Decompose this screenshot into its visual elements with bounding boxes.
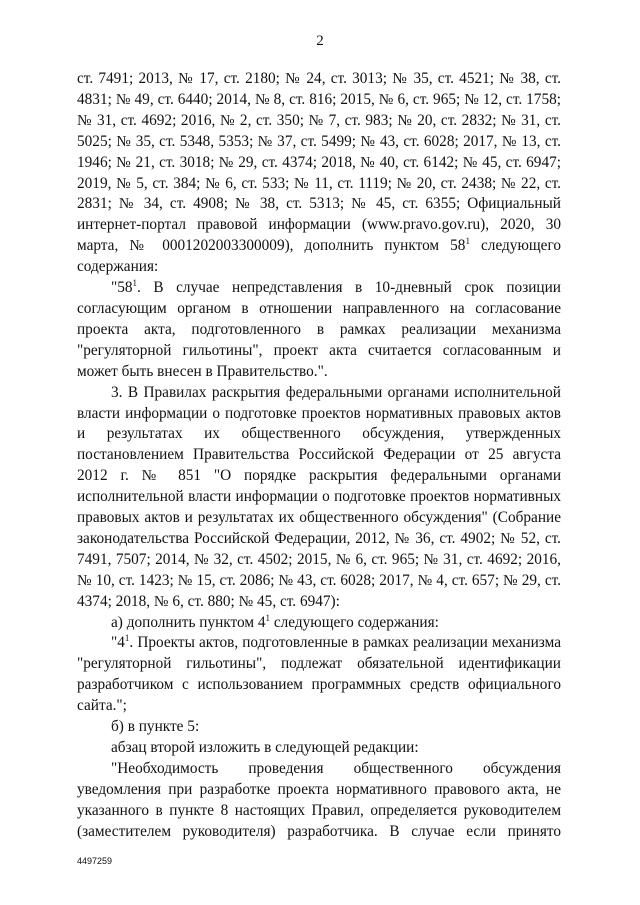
paragraph-abzac-second: абзац второй изложить в следующей редакции: [111,739,419,756]
paragraph-item-b: б) в пункте 5: [111,718,200,736]
document-code: 4497259 [77,856,113,866]
paragraph-amendment-58-1: ст. 7491; 2013, № 17, ст. 2180; № 24, ст. 3013; № 35, ст. 4521; № 38, ст. 4831; № 49, ст. 6440; 2014, № 8, ст. 816; 2015, № 6, ст. 965; № 12, ст. 1758; № 31, ст. 4692; 2016, № 2, ст. 350; № 7, ст. 983; № 20, ст. 2832; № 31, ст. 5025; № 35, ст. 5348, 5353; № 37, ст. 5499; № 43, ст. 6028; 2017, № 13, ст. 1946; № 21, ст. 3018; № 29, ст. 4374; 2018, № 40, ст. 6142; № 45, ст. 6947; 2019, № 5, ст. 384; № 6, ст. 533; № 11, ст. 1119; № 20, ст. 2438; № 22, ст. 2831; № 34, ст. 4908; № 38, ст. 5313; № 45, ст. 6355; Официальный интернет-портал правовой информации (www.pravo.gov.ru), 2020, 30 марта, № 0001202003300009), дополнить пунктом $58^1$ следующего содержания: [77,70,565,276]
document-body [77,69,565,843]
paragraph-item-a: а) дополнить пунктом $4^1$ следующего содержания: [111,612,439,631]
paragraph-item-3: 3. В Правилах раскрытия федеральными органами исполнительной власти информации о подготовке проектов нормативных правовых актов и результатах их общественного обсуждения, утвержденных постановлением Правительства Российской Федерации от 25 августа 2012 г. № 851 "О порядке раскрытия федеральными органами исполнительной власти информации о подготовке проектов нормативных правовых актов и результатах их общественного обсуждения" (Собрание законодательства Российской Федерации, 2012, № 36, ст. 4902; № 52, ст. 7491, 7507; 2014, № 32, ст. 4502; 2015, № 6, ст. 965; № 31, ст. 4692; 2016, № 10, ст. 1423; № 15, ст. 2086; № 43, ст. 6028; 2017, № 4, ст. 657; № 29, ст. 4374; 2018, № 6, ст. 880; № 45, ст. 6947): [77,383,565,610]
paragraph-clause-4-1: "$4^1$. Проекты актов, подготовленные в рамках реализации механизма "регуляторной гильотины", подлежат обязательной идентификации разработчиком с использованием программных средств официального сайта."; [77,633,565,715]
paragraph-necessity: "Необходимость проведения общественного обсуждения уведомления при разработке проекта нормативного правового акта, не указанного в пункте 8 настоящих Правил, определяется руководителем (заместителем руководителя) разработчика. В случае если принято [77,759,565,840]
paragraph-clause-58-1: "$58^1$. В случае непредставления в 10-дневный срок позиции согласующим органом в отношении направленного на согласование проекта акта, подготовленного в рамках реализации механизма "регуляторной гильотины", проект акта считается согласованным и может быть внесен в Правительство.". [77,278,565,380]
page-number: 2 [316,33,324,49]
